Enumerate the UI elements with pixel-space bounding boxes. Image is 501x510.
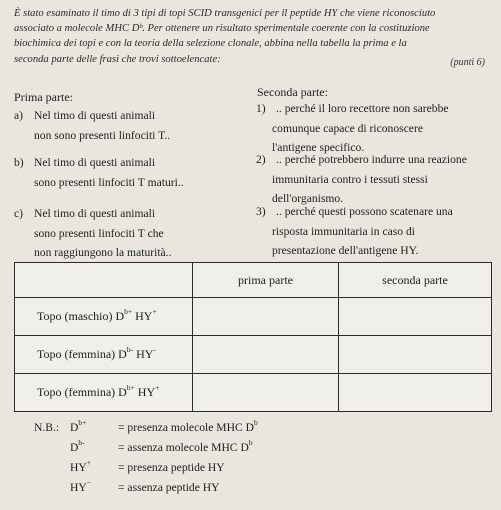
item-line: presentazione dell'antigene HY. [272,244,419,257]
legend [34,418,258,498]
item-line: Nel timo di questi animali [34,207,156,220]
legend-row [34,418,258,438]
answer-table [14,262,492,412]
item-line: comunque capace di riconoscere [272,121,423,135]
table-header-second-part: seconda parte [339,263,492,298]
legend-text: = presenza peptide HY [118,461,225,474]
table-row [15,374,492,412]
legend-row [34,478,258,498]
table-header-first-part: prima parte [193,263,339,298]
answer-cell-first-part[interactable] [193,374,339,412]
item-label: 3) [256,205,266,218]
answer-cell-second-part[interactable] [339,298,492,336]
instructions-line-3: biochimica dei topi e con la teoria della selezione clonale, abbina nella tabella la prima e la [14,38,407,50]
item-line: sono presenti linfociti T maturi.. [34,175,184,189]
second-part-item-2 [256,150,467,209]
row-label: Topo (maschio) $D^{b+}$ HY+ [15,298,193,336]
row-label: Topo (femmina) $D^{b+}$ HY+ [15,374,193,412]
legend-text: = assenza molecole MHC $D^b$ [118,438,253,454]
answer-cell-first-part[interactable] [193,298,339,336]
item-line: .. perché il loro recettore non sarebbe [276,102,449,115]
second-part-item-3 [256,202,453,261]
item-line: l'antigene specifico. [272,141,365,154]
legend-prefix: N.B.: [34,421,60,434]
legend-symbol: HY− [70,478,91,494]
points-label: (punti 6) [450,57,485,68]
item-line: sono presenti linfociti T che [34,226,164,240]
table-header-empty [15,263,193,298]
item-line: Nel timo di questi animali [34,109,156,122]
item-line: .. perché potrebbero indurre una reazione [276,153,467,166]
instructions-text [14,6,489,67]
legend-symbol: $D^{b-}$ [70,438,85,454]
legend-text: = assenza peptide HY [118,481,220,494]
item-line: non sono presenti linfociti T.. [34,128,171,142]
answer-cell-second-part[interactable] [339,374,492,412]
instructions-line-2: associato a molecole MHC Dᵇ. Per ottenere un risultato sperimentale coerente con la costituzione [14,23,430,35]
legend-row [34,458,258,478]
item-label: 1) [256,102,266,115]
instructions-line-1: È stato esaminato il timo di 3 tipi di topi SCID transgenici per il peptide HY che viene riconosciuto [14,8,436,19]
legend-symbol: HY+ [70,458,91,474]
first-part-heading: Prima parte: [14,90,73,104]
second-part-item-1 [256,99,449,158]
item-line: dell'organismo. [272,192,344,205]
instructions-line-4: seconda parte delle frasi che trovi sottoelencate: [14,53,221,65]
answer-cell-first-part[interactable] [193,336,339,374]
first-part-item-a [14,106,170,145]
item-label: c) [14,207,24,220]
item-label: a) [14,109,24,122]
table-row [15,336,492,374]
legend-symbol: $D^{b+}$ [70,418,87,434]
legend-text: = presenza molecole MHC $D^b$ [118,418,258,434]
row-label: Topo (femmina) $D^{b-}$ HY- [15,336,193,374]
table-row [15,298,492,336]
first-part-item-b [14,153,184,192]
item-line: non raggiungono la maturità.. [34,246,172,259]
answer-cell-second-part[interactable] [339,336,492,374]
first-part-item-c [14,204,171,263]
item-label: 2) [256,153,266,166]
item-line: risposta immunitaria in caso di [272,224,415,238]
second-part-heading: Seconda parte: [257,85,328,99]
item-line: immunitaria contro i tessuti stessi [272,172,428,186]
item-line: Nel timo di questi animali [34,156,156,169]
legend-row [34,438,258,458]
item-line: .. perché questi possono scatenare una [276,205,453,218]
item-label: b) [14,156,24,169]
